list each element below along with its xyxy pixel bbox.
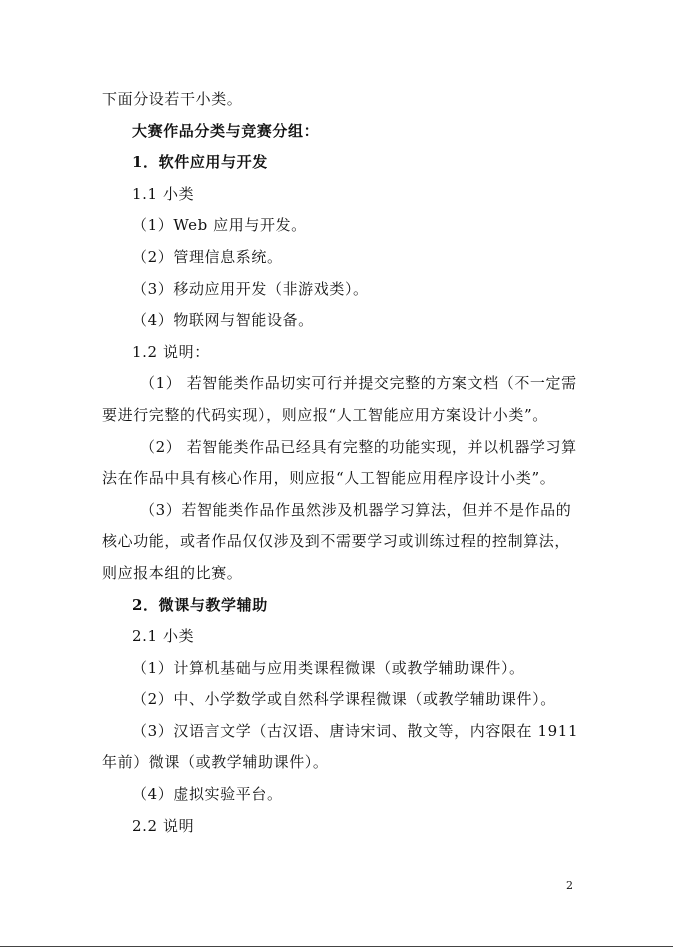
list-item-chinese-literature-line-1: （3）汉语言文学（古汉语、唐诗宋词、散文等，内容限在 1911 (132, 721, 579, 740)
subheading-2-1: 2.1 小类 (132, 627, 195, 646)
list-item-chinese-literature-line-2: 年前）微课（或教学辅助课件）。 (102, 753, 329, 772)
intro-line: 下面分设若干小类。 (102, 90, 243, 108)
list-item-mobile: （3）移动应用开发（非游戏类）。 (132, 279, 369, 298)
page-number: 2 (566, 879, 573, 892)
heading-microlecture: 2．微课与教学辅助 (132, 595, 268, 614)
note-3-line-2: 核心功能，或者作品仅仅涉及到不需要学习或训练过程的控制算法， (102, 532, 571, 551)
note-3-line-1: （3）若智能类作品作虽然涉及机器学习算法，但并不是作品的 (140, 500, 572, 519)
list-item-web: （1）Web 应用与开发。 (132, 216, 307, 235)
note-2-line-2: 法在作品中具有核心作用，则应报“人工智能应用程序设计小类”。 (102, 469, 556, 488)
list-item-mis: （2）管理信息系统。 (132, 247, 283, 266)
list-item-iot: （4）物联网与智能设备。 (132, 311, 314, 330)
list-item-virtual-lab: （4）虚拟实验平台。 (132, 785, 283, 804)
subheading-2-2: 2.2 说明 (132, 816, 195, 835)
note-1-line-1: （1） 若智能类作品切实可行并提交完整的方案文档（不一定需 (140, 374, 577, 393)
note-2-line-1: （2） 若智能类作品已经具有完整的功能实现，并以机器学习算 (140, 437, 577, 456)
heading-software-development: 1．软件应用与开发 (132, 153, 268, 172)
list-item-computer-basics: （1）计算机基础与应用类课程微课（或教学辅助课件）。 (132, 658, 525, 677)
subheading-1-2: 1.2 说明： (132, 342, 210, 361)
note-1-line-2: 要进行完整的代码实现），则应报“人工智能应用方案设计小类”。 (102, 405, 548, 424)
subheading-1-1: 1.1 小类 (132, 184, 195, 203)
document-body (102, 84, 579, 842)
section-heading-categories: 大赛作品分类与竞赛分组： (132, 121, 320, 140)
list-item-math-science: （2）中、小学数学或自然科学课程微课（或教学辅助课件）。 (132, 690, 556, 709)
note-3-line-3: 则应报本组的比赛。 (102, 563, 243, 582)
